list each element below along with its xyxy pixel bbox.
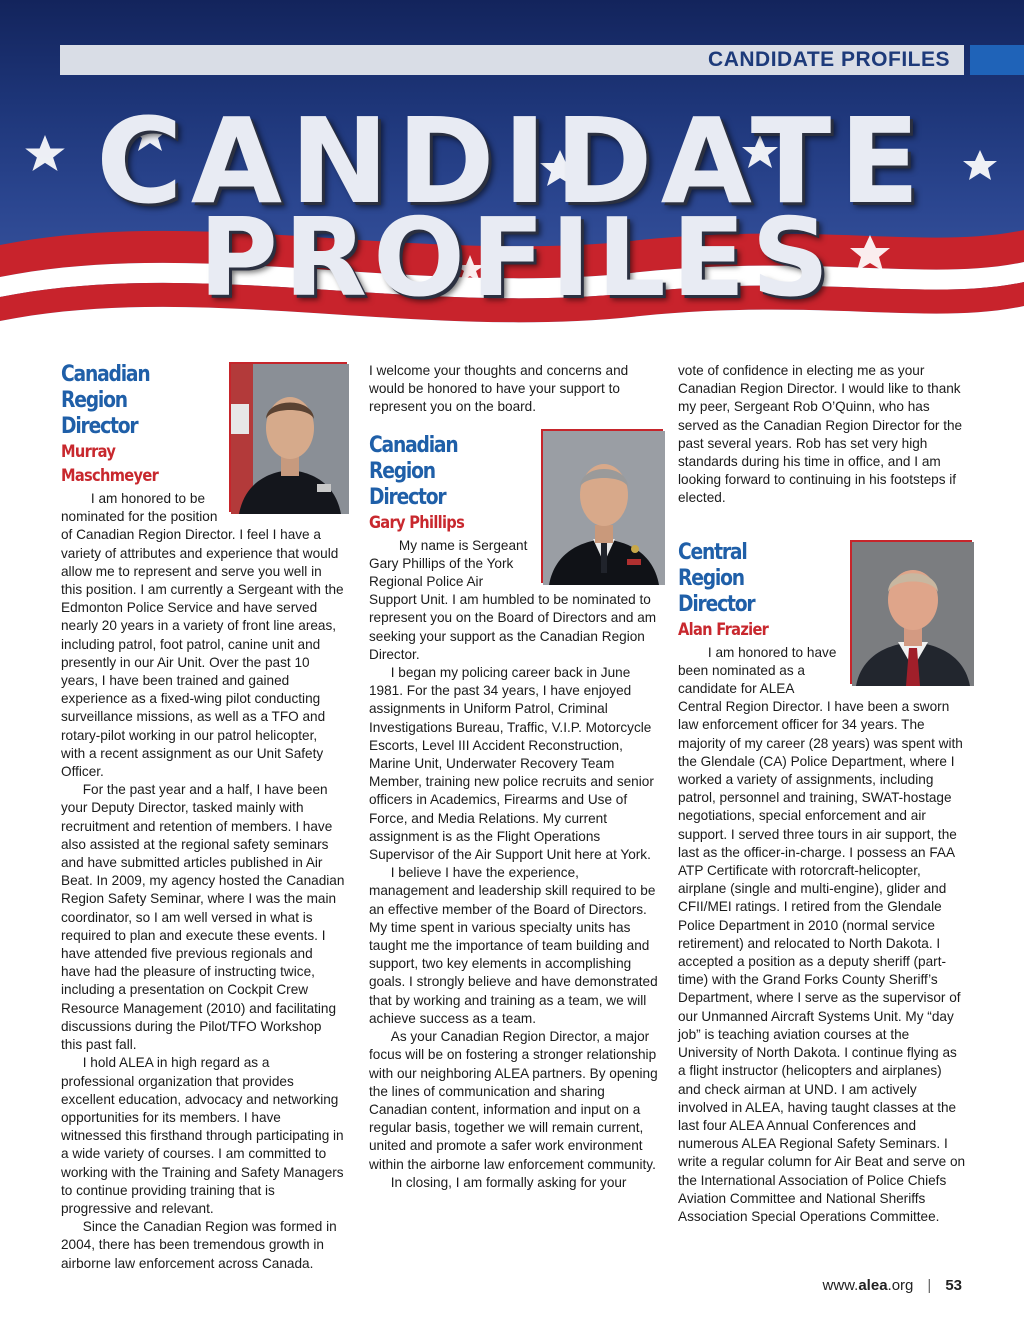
- profile2-paragraph: My name is Sergeant Gary Phillips of the York Regional Police Air Support Unit. I am humbled to be nominated to represent you on the Board of Directors and am seeking your support as the Canadian Region Director.: [369, 537, 657, 662]
- header-banner: [0, 0, 1024, 340]
- profile3-heading-line1: Central Region: [678, 539, 747, 591]
- page-number: 53: [945, 1277, 962, 1294]
- profile1-candidate-name: Murray Maschmeyer: [61, 442, 159, 486]
- profile2-heading-line2: Region Director: [369, 458, 446, 510]
- profile2-candidate-name: Gary Phillips: [369, 512, 465, 533]
- profile-spacer: [678, 508, 968, 540]
- banner-title-line1: CANDIDATE: [96, 92, 928, 230]
- profile2-paragraph: I began my policing career back in June 1981. For the past 34 years, I have enjoyed assignments in Uniform Patrol, Criminal Investigations Bureau, Traffic, V.I.P. Motorcycle Escorts, Level III Accident Reconstruction, Marine Unit, Underwater Recovery Team Member, training new police recruits and senior officers in Academics, Firearms and Use of Force, and Media Relations. My current assignment is as the Flight Operations Supervisor of the Air Support Unit here at York.: [369, 665, 654, 863]
- footer-url[interactable]: [823, 1277, 914, 1294]
- footer-url-suffix: .org: [887, 1277, 914, 1294]
- profile3-candidate-name: Alan Frazier: [678, 619, 769, 640]
- footer-separator: |: [927, 1277, 932, 1294]
- footer-url-domain: alea: [858, 1277, 888, 1294]
- section-header-bar: [60, 45, 964, 75]
- profile1-heading-line1: Canadian: [61, 362, 150, 387]
- footer-url-prefix: www.: [822, 1277, 859, 1294]
- profile1-paragraph: For the past year and a half, I have been your Deputy Director, tasked mainly with recruitment and retention of members. I have also assisted at the regional safety seminars and have submitted articles published in Air Beat. In 2009, my agency hosted the Canadian Region Safety Seminar, where I was the main coordinator, so I am well versed in what is required to plan and execute these events. I have attended five previous regionals and have had the pleasure of instructing twice, including a presentation on Cockpit Crew Resource Management (2010) and facilitating discussions during the Pilot/TFO Workshop this past fall.: [61, 782, 345, 1053]
- section-label: CANDIDATE PROFILES: [708, 48, 950, 71]
- profile1-continuation: I welcome your thoughts and concerns and would be honored to have your support to represent you on the board.: [369, 363, 629, 415]
- profile2-continuation: vote of confidence in electing me as your Canadian Region Director. I would like to thank my peer, Sergeant Rob O’Quinn, who has served as the Canadian Region Director for the past several years. Rob has set very high standards during his time in office, and I am looking forward to continuing in his footsteps if elected.: [678, 363, 963, 506]
- profile2-paragraph: As your Canadian Region Director, a major focus will be on fostering a stronger relationship with our neighboring ALEA partners. By opening the lines of communication and sharing Canadian content, information and input on a regular basis, together we will remain current, united and promote a safer work environment within the airborne law enforcement community.: [369, 1029, 658, 1172]
- column-1: [61, 362, 345, 1273]
- section-tab-accent: [970, 45, 1024, 75]
- column-2: [369, 362, 659, 1192]
- profile1-heading-line2: Region Director: [61, 388, 138, 439]
- profile2-paragraph: In closing, I am formally asking for your: [390, 1174, 627, 1190]
- profile1-paragraph: Since the Canadian Region was formed in 2004, there has been tremendous growth in airborne law enforcement across Canada.: [61, 1219, 337, 1271]
- banner-title-line2: PROFILES: [198, 196, 836, 321]
- profile3-paragraph: I am honored to have been nominated as a candidate for ALEA Central Region Director. I have been a sworn law enforcement officer for 34 years. The majority of my career (28 years) was spent with the Glendale (CA) Police Department, where I worked a variety of assignments, including patrol, personnel and training, SWAT-hostage negotiations, special enforcement and air support. I served three tours in air support, the last as the officer-in-charge. I possess an FAA ATP Certificate with rotorcraft-helicopter, airplane (single and multi-engine), glider and CFII/MEI ratings. I retired from the Glendale Police Department in 2010 (normal service retirement) and relocated to North Dakota. I accepted a position as a deputy sheriff (part-time) with the Grand Forks County Sheriff’s Department, where I serve as the supervisor of our Unmanned Aircraft Systems Unit. My “day job” is teaching aviation courses at the University of North Dakota. I continue flying as a flight instructor (helicopters and airplanes) and check airman at UND. I am actively involved in ALEA, having taught classes at the last four ALEA Annual Conferences and numerous ALEA Regional Safety Seminars. I write a regular column for Air Beat and serve on the International Association of Police Chiefs Aviation Committee and National Sheriffs Association Special Operations Committee.: [678, 644, 966, 1224]
- profile2-paragraph: I believe I have the experience, management and leadership skill required to be an effective member of the Board of Directors. My time spent in various specialty units has taught me the importance of team building and support, two key elements in accomplishing goals. I strongly believe and have demonstrated that by working and training as a team, we will achieve success as a team.: [369, 865, 658, 1026]
- profile1-paragraph: I am honored to be nominated for the position of Canadian Region Director. I feel I have a variety of attributes and experience that would allow me to represent and serve you well in this position. I am currently a Sergeant with the Edmonton Police Service and have served nearly 20 years in a variety of front line areas, including patrol, foot patrol, canine unit and presently in our Air Unit. Over the past 10 years, I have been trained and gained experience as a fixed-wing pilot conducting surveillance missions, as well as a TFO and rotary-pilot working in our patrol helicopter, with a recent assignment as our Unit Safety Officer.: [61, 491, 344, 780]
- profile2-heading-line1: Canadian: [369, 432, 458, 458]
- page-footer: [823, 1277, 963, 1294]
- profile1-paragraph: I hold ALEA in high regard as a professional organization that provides excellent education, advocacy and networking opportunities for its members. I have witnessed this firsthand through participating in a wide variety of courses. I am committed to working with the Training and Safety Managers to continue providing training that is progressive and relevant.: [61, 1055, 344, 1216]
- column-3: [678, 362, 968, 1226]
- profile3-heading-line2: Director: [678, 591, 755, 617]
